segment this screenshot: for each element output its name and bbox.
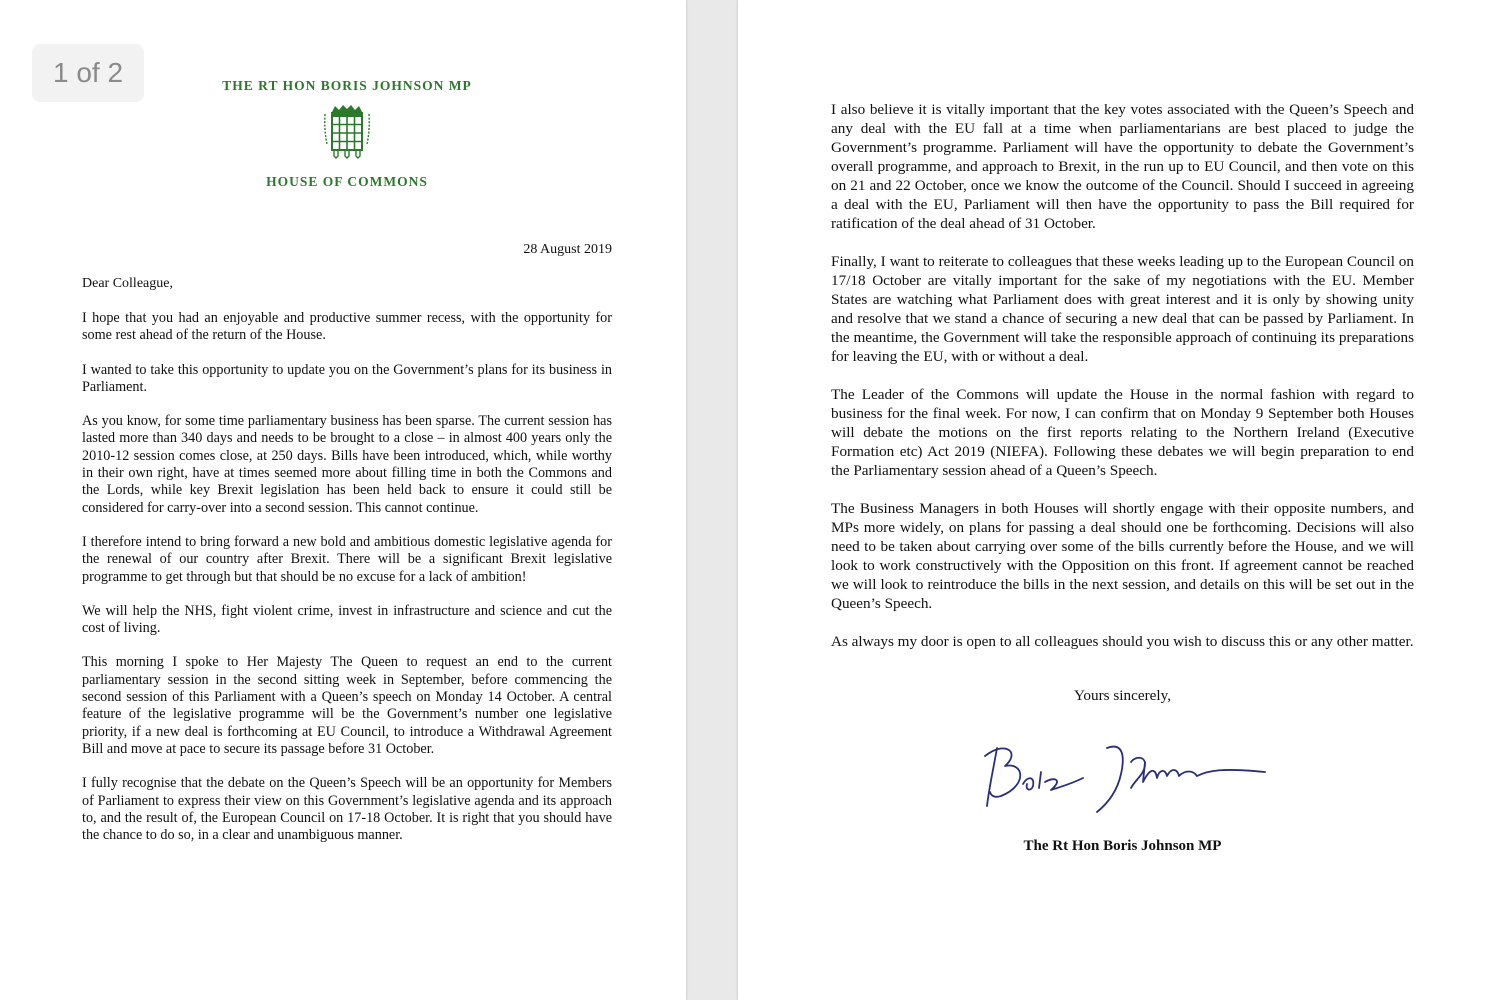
letter-date: 28 August 2019 bbox=[523, 242, 612, 257]
paragraph: I wanted to take this opportunity to update you on the Government’s plans for its business in Parliament. bbox=[82, 361, 612, 395]
paragraph: I hope that you had an enjoyable and productive summer recess, with the opportunity for some rest ahead of the return of the House. bbox=[82, 310, 612, 344]
paragraph: We will help the NHS, fight violent crime, invest in infrastructure and science and cut the cost of living. bbox=[82, 602, 612, 637]
paragraph: The Business Managers in both Houses will shortly engage with their opposite numbers, and MPs more widely, on plans for passing a deal should one be forthcoming. Decisions will also need to be taken about carrying over some of the bills currently before the House, and we will look to work constructively with the Opposition on this front. If agreement cannot be reached we will look to reintroduce the bills in the next session, and details on this will be set out in the Queen’s Speech. bbox=[831, 500, 1414, 612]
paragraph: I therefore intend to bring forward a new bold and ambitious domestic legislative agenda for the renewal of our country after Brexit. There will be a significant Brexit legislative programme to get through but that should be no excuse for a lack of ambition! bbox=[82, 533, 612, 585]
letter-body-page-2 bbox=[831, 100, 1414, 670]
paragraph: Finally, I want to reiterate to colleagues that these weeks leading up to the European Council on 17/18 October are vitally important for the sake of my negotiations with the EU. Member States are watching what Parliament does with great interest and it is only by showing unity and resolve that we stand a chance of securing a new deal that can be passed by Parliament. In the meantime, the Government will take the responsible approach of continuing its preparations for leaving the EU, with or without a deal. bbox=[831, 253, 1414, 365]
letterhead-house: HOUSE OF COMMONS bbox=[266, 174, 428, 189]
paragraph: I fully recognise that the debate on the Queen’s Speech will be an opportunity for Members of Parliament to express their view on this Government’s legislative agenda and its approach to, and the result of, the European Council on 17-18 October. It is right that you should have the chance to do so, in a clear and unambiguous manner. bbox=[82, 775, 612, 844]
portcullis-icon bbox=[322, 104, 372, 162]
salutation: Dear Colleague, bbox=[82, 276, 173, 291]
paragraph: As always my door is open to all colleagues should you wish to discuss this or any other matter. bbox=[831, 633, 1414, 650]
closing: Yours sincerely, bbox=[1073, 687, 1172, 704]
paragraph: The Leader of the Commons will update the House in the normal fashion with regard to business for the final week. For now, I can confirm that on Monday 9 September both Houses will debate the motions on the first reports relating to the Northern Ireland (Executive Formation etc) Act 2019 (NIEFA). Following these debates we will begin preparation to end the Parliamentary session ahead of a Queen’s Speech. bbox=[831, 386, 1414, 479]
letter-body-page-1 bbox=[82, 310, 612, 861]
letterhead-name: THE RT HON BORIS JOHNSON MP bbox=[222, 78, 472, 93]
paragraph: As you know, for some time parliamentary business has been sparse. The current session has lasted more than 340 days and needs to be brought to a close – in almost 400 years only the 2010-12 session comes close, at 250 days. Bills have been introduced, which, while worthy in their own right, have at times seemed more about filling time in both the Commons and the Lords, while key Brexit legislation has been held back to ensure it could still be considered for carry-over into a second session. This cannot continue. bbox=[82, 413, 612, 516]
page-indicator: 1 of 2 bbox=[32, 44, 144, 102]
signatory-name: The Rt Hon Boris Johnson MP bbox=[1023, 838, 1222, 854]
letter-page-1 bbox=[0, 0, 686, 1000]
signature bbox=[975, 726, 1270, 816]
paragraph: This morning I spoke to Her Majesty The Queen to request an end to the current parliamentary session in the second sitting week in September, before commencing the second session of this Parliament with a Queen’s speech on Monday 14 October. A central feature of the legislative programme will be the Government’s number one legislative priority, if a new deal is forthcoming at EU Council, to introduce a Withdrawal Agreement Bill and move at pace to secure its passage before 31 October. bbox=[82, 654, 612, 757]
paragraph: I also believe it is vitally important that the key votes associated with the Queen’s Speech and any deal with the EU fall at a time when parliamentarians are best placed to judge the Government’s programme. Parliament will have the opportunity to debate the Government’s overall programme, and approach to Brexit, in the run up to EU Council, and then vote on this on 21 and 22 October, once we know the outcome of the Council. Should I succeed in agreeing a deal with the EU, Parliament will then have the opportunity to pass the Bill required for ratification of the deal ahead of 31 October. bbox=[831, 101, 1414, 232]
